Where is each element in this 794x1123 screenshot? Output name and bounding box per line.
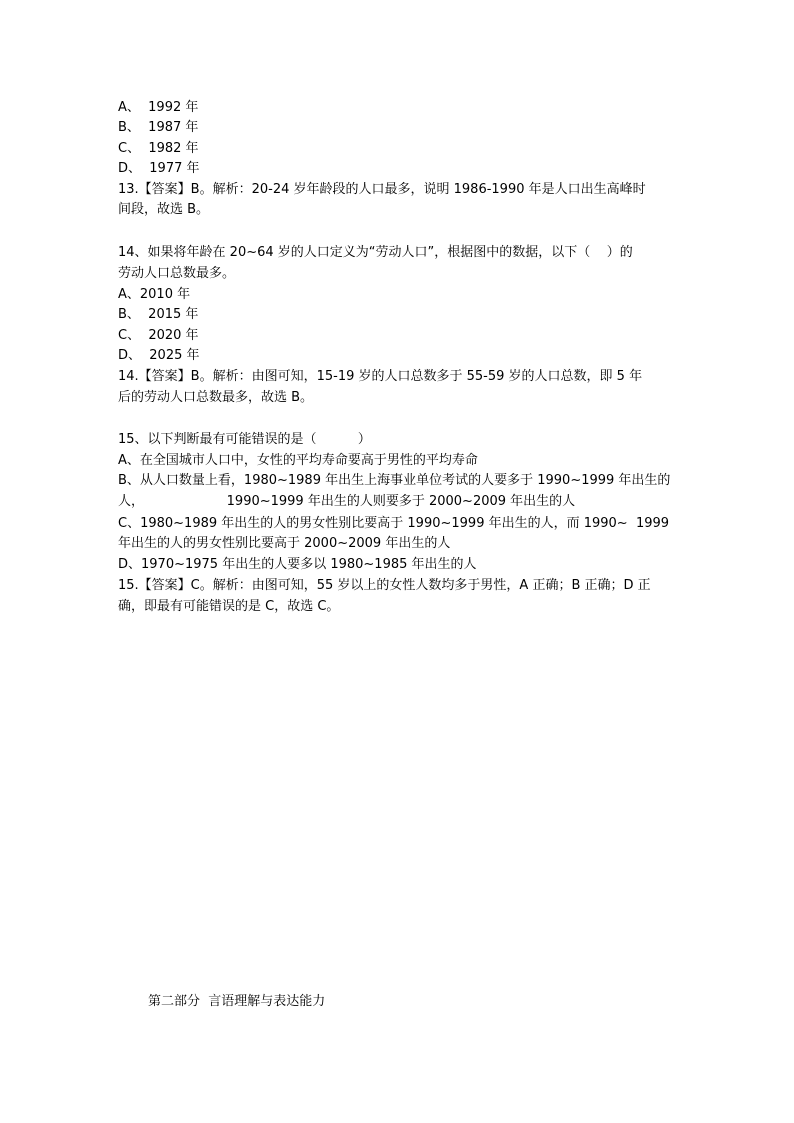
q14-answer-line-1: 14.【答案】B。解析：由图可知，15-19 岁的人口总数多于 55-59 岁的人口总数，即 5 年 <box>118 369 643 384</box>
q15-option-a: A、在全国城市人口中，女性的平均寿命要高于男性的平均寿命 <box>118 453 478 468</box>
q15-option-b-line-2: 人， 1990~1999 年出生的人则要多于 2000~2009 年出生的人 <box>118 494 576 509</box>
q14-stem-line-2: 劳动人口总数最多。 <box>118 266 236 281</box>
q14-stem-line-1: 14、如果将年龄在 20~64 岁的人口定义为“劳动人口”，根据图中的数据，以下（ ）的 <box>118 245 633 260</box>
q15-option-d: D、1970~1975 年出生的人要多以 1980~1985 年出生的人 <box>118 557 477 572</box>
q13-option-d: D、 1977 年 <box>118 161 200 176</box>
q13-option-c: C、 1982 年 <box>118 141 199 156</box>
q15-answer-line-1: 15.【答案】C。解析：由图可知，55 岁以上的女性人数均多于男性，A 正确；B 正确；D 正 <box>118 578 651 593</box>
q14-answer-line-2: 后的劳动人口总数最多，故选 B。 <box>118 390 314 405</box>
q13-option-b: B、 1987 年 <box>118 120 199 135</box>
q13-answer-line-2: 间段，故选 B。 <box>118 202 210 217</box>
section-title: 第二部分 言语理解与表达能力 <box>148 994 326 1009</box>
q15-answer-line-2: 确，即最有可能错误的是 C，故选 C。 <box>118 599 340 614</box>
q15-option-c-line-2: 年出生的人的男女性别比要高于 2000~2009 年出生的人 <box>118 536 451 551</box>
q13-answer-line-1: 13.【答案】B。解析：20-24 岁年龄段的人口最多，说明 1986-1990 年是人口出生高峰时 <box>118 182 646 197</box>
q13-option-a: A、 1992 年 <box>118 100 199 115</box>
q15-option-b-line-1: B、从人口数量上看，1980~1989 年出生上海事业单位考试的人要多于 1990~1999 年出生的 <box>118 473 671 488</box>
q15-option-c-line-1: C、1980~1989 年出生的人的男女性别比要高于 1990~1999 年出生的人，而 1990~ 1999 <box>118 516 670 531</box>
q14-option-c: C、 2020 年 <box>118 328 199 343</box>
q14-option-b: B、 2015 年 <box>118 307 199 322</box>
q14-option-a: A、2010 年 <box>118 287 191 302</box>
q14-option-d: D、 2025 年 <box>118 348 200 363</box>
q15-stem: 15、以下判断最有可能错误的是（ ） <box>118 432 371 447</box>
